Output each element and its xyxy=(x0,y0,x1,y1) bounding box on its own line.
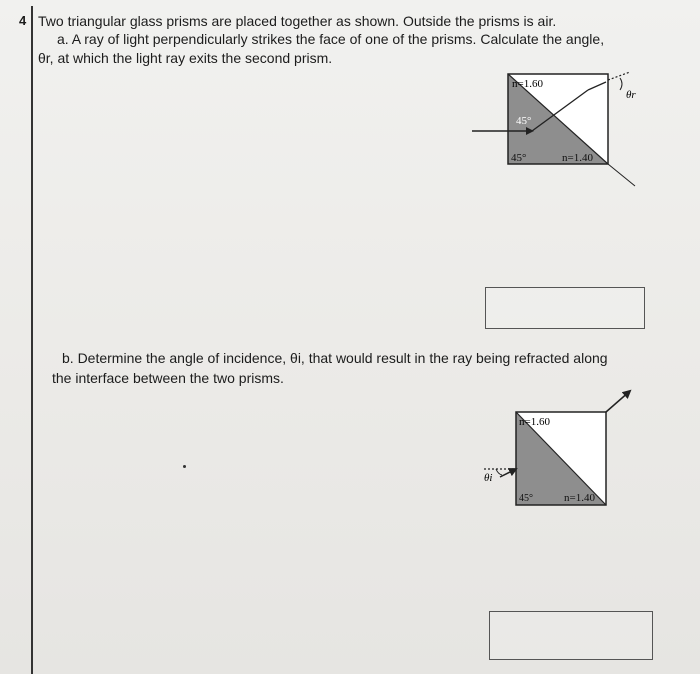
question-number: 4 xyxy=(19,13,27,28)
incident-angle-arc-b xyxy=(496,469,502,475)
part-a-line1: a. A ray of light perpendicularly strikes the face of one of the prisms. Calculate the angle, xyxy=(57,31,605,47)
answer-box-a[interactable] xyxy=(485,287,645,329)
label-n-top-b: n=1.60 xyxy=(519,416,550,428)
label-n-bottom-a: n=1.40 xyxy=(562,152,593,164)
exit-ray-b xyxy=(606,391,630,412)
incident-ray-b xyxy=(500,469,516,477)
label-incident-angle-b: θi xyxy=(484,472,493,484)
part-a-line2: θr, at which the light ray exits the second prism. xyxy=(38,50,333,66)
margin-line xyxy=(31,6,33,674)
answer-box-b[interactable] xyxy=(489,611,653,660)
normal-line-a xyxy=(608,72,630,80)
question-intro: Two triangular glass prisms are placed together as shown. Outside the prisms is air. xyxy=(38,13,557,29)
label-n-bottom-b: n=1.40 xyxy=(564,492,595,504)
label-n-top-a: n=1.60 xyxy=(512,78,543,90)
label-angle-base-b: 45° xyxy=(519,493,533,504)
part-b-line2: the interface between the two prisms. xyxy=(52,370,284,386)
part-b-line1: b. Determine the angle of incidence, θi, that would result in the ray being refracted along xyxy=(62,350,608,366)
label-angle-base-a: 45° xyxy=(511,152,527,164)
label-exit-angle-a: θr xyxy=(626,89,636,101)
exit-angle-arc-a xyxy=(620,78,622,90)
stray-dot xyxy=(183,465,186,468)
prism-diagram-a xyxy=(470,60,660,190)
prism-diagram-b xyxy=(470,385,645,510)
label-angle-inner-a: 45° xyxy=(516,115,532,127)
exit-ray-a xyxy=(608,164,635,186)
